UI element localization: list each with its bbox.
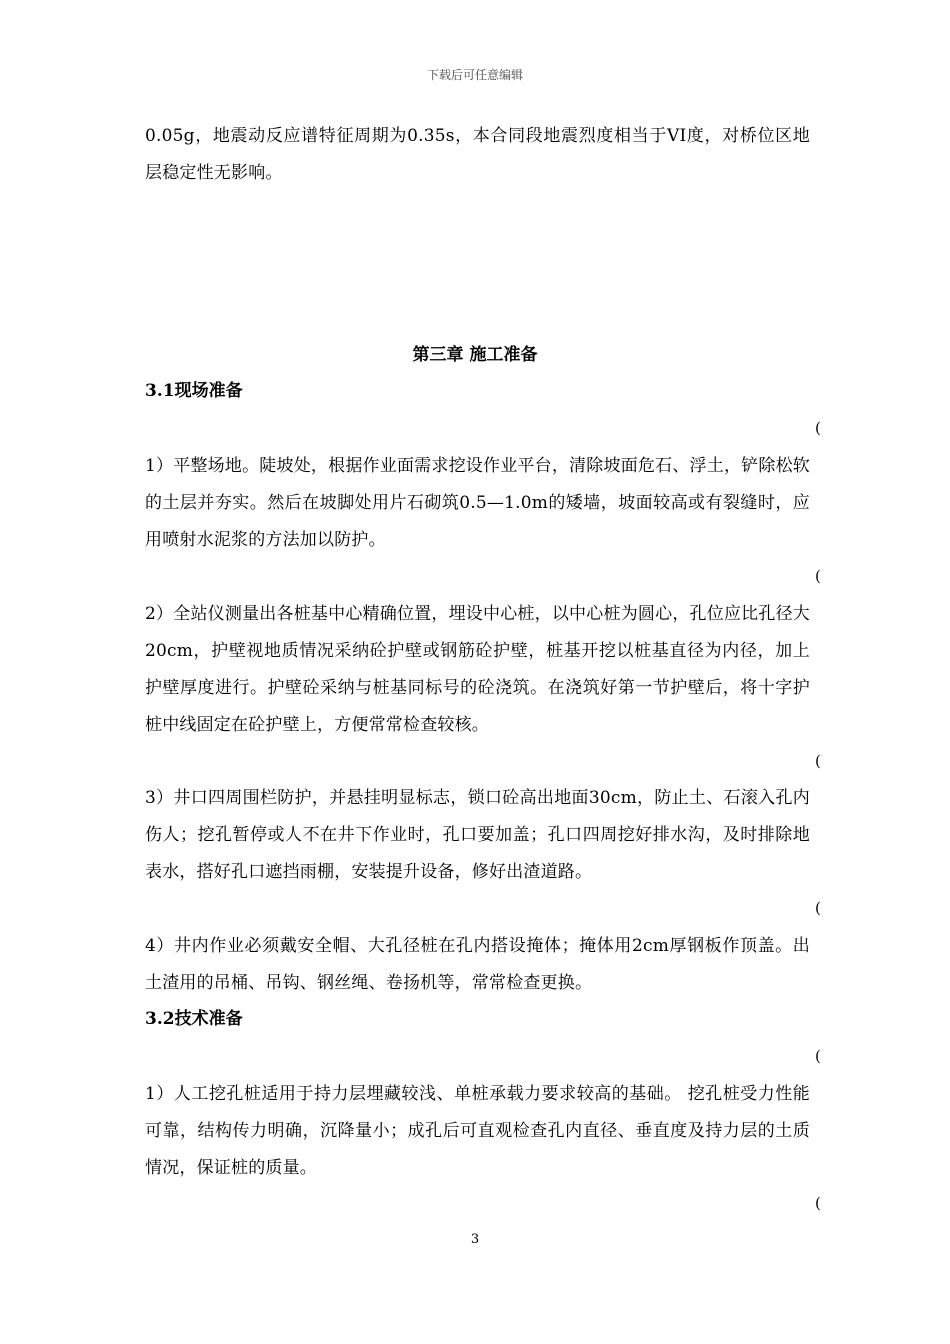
paragraph-3-2-item-1: 1）人工挖孔桩适用于持力层埋藏较浅、单桩承载力要求较高的基础。 挖孔桩受力性能可靠，结构传力明确，沉降量小；成孔后可直观检查孔内直径、垂直度及持力层的土质情况，保证桩的质量。 xyxy=(145,1084,810,1178)
paragraph-3-1-item-4: 4）井内作业必须戴安全帽、大孔径桩在孔内搭设掩体；掩体用2cm厚钢板作顶盖。出土渣用的吊桶、吊钩、钢丝绳、卷扬机等，常常检查更换。 xyxy=(145,936,810,993)
margin-mark: ( xyxy=(815,899,821,917)
paragraph-3-1-item-1: 1）平整场地。陡坡处，根据作业面需求挖设作业平台，清除坡面危石、浮土，铲除松软的土层并夯实。然后在坡脚处用片石砌筑0.5—1.0m的矮墙，坡面较高或有裂缝时，应用喷射水泥浆的方法加以防护。 xyxy=(145,456,810,550)
page-header: 下载后可任意编辑 xyxy=(426,68,523,82)
margin-mark: ( xyxy=(815,1194,821,1212)
margin-mark: ( xyxy=(815,567,821,585)
margin-mark: ( xyxy=(815,419,821,437)
section-title-3-2: 3.2技术准备 xyxy=(145,1009,243,1029)
intro-paragraph: 0.05g，地震动反应谱特征周期为0.35s，本合同段地震烈度相当于VI度，对桥位区地层稳定性无影响。 xyxy=(145,126,810,183)
margin-mark: ( xyxy=(815,752,821,770)
page-number: 3 xyxy=(470,1232,480,1247)
paragraph-3-1-item-2: 2）全站仪测量出各桩基中心精确位置，埋设中心桩，以中心桩为圆心，孔位应比孔径大20cm，护壁视地质情况采纳砼护壁或钢筋砼护壁，桩基开挖以桩基直径为内径，加上护壁厚度进行。护壁砼采纳与桩基同标号的砼浇筑。在浇筑好第一节护壁后，将十字护桩中线固定在砼护壁上，方便常常检查较核。 xyxy=(145,604,810,735)
paragraph-3-1-item-3: 3）井口四周围栏防护，并悬挂明显标志，锁口砼高出地面30cm，防止土、石滚入孔内伤人；挖孔暂停或人不在井下作业时，孔口要加盖；孔口四周挖好排水沟，及时排除地表水，搭好孔口遮挡雨棚，安装提升设备，修好出渣道路。 xyxy=(145,788,810,882)
section-title-3-1: 3.1现场准备 xyxy=(145,381,243,401)
chapter-title: 第三章 施工准备 xyxy=(412,345,538,365)
margin-mark: ( xyxy=(815,1047,821,1065)
